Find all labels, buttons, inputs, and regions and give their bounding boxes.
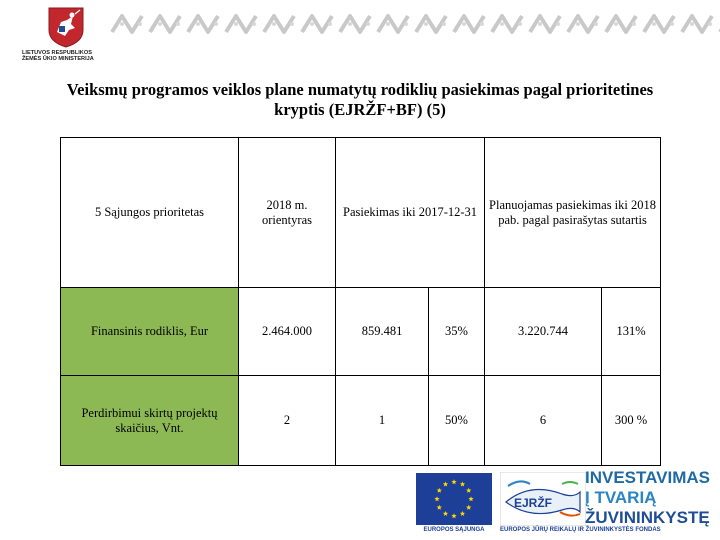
header-planned: Planuojamas pasiekimas iki 2018 pab. pagal pasirašytas sutartis bbox=[485, 138, 661, 288]
cell-achieved: 859.481 bbox=[336, 288, 429, 376]
invest-line-2: Į TVARIĄ bbox=[585, 488, 657, 507]
cell-target: 2 bbox=[239, 376, 336, 466]
investment-logo bbox=[585, 468, 715, 528]
ministry-line-1: LIETUVOS RESPUBLIKOS bbox=[22, 50, 92, 56]
cell-achieved-pct: 35% bbox=[429, 288, 485, 376]
header-priority: 5 Sąjungos prioritetas bbox=[61, 138, 239, 288]
ejrzf-fish-icon bbox=[500, 472, 586, 526]
table-row bbox=[61, 288, 661, 376]
cell-achieved-pct: 50% bbox=[429, 376, 485, 466]
lithuanian-coat-of-arms-icon bbox=[47, 6, 85, 48]
eu-flag-icon bbox=[416, 473, 492, 525]
ministry-line-2: ŽEMĖS ŪKIO MINISTERIJA bbox=[22, 56, 94, 63]
ejrzf-caption: EUROPOS JŪRŲ REIKALŲ IR ŽUVININKYSTĖS FONDAS bbox=[500, 527, 661, 533]
invest-line-3: ŽUVININKYSTĘ bbox=[585, 508, 710, 527]
cell-planned-pct: 131% bbox=[602, 288, 661, 376]
cell-achieved: 1 bbox=[336, 376, 429, 466]
cell-planned: 6 bbox=[485, 376, 602, 466]
eu-caption: EUROPOS SĄJUNGA bbox=[423, 527, 485, 533]
ornament-border bbox=[110, 12, 720, 36]
header-target: 2018 m. orientyras bbox=[239, 138, 336, 288]
ministry-name bbox=[18, 50, 118, 63]
row-label: Perdirbimui skirtų projektų skaičius, Vnt. bbox=[61, 376, 239, 466]
cell-planned: 3.220.744 bbox=[485, 288, 602, 376]
ministry-logo bbox=[18, 6, 118, 68]
invest-line-1: INVESTAVIMAS bbox=[585, 468, 710, 487]
row-label: Finansinis rodiklis, Eur bbox=[61, 288, 239, 376]
ejrzf-logo-text: EJRŽF bbox=[514, 496, 553, 510]
cell-planned-pct: 300 % bbox=[602, 376, 661, 466]
table-header-row bbox=[61, 138, 661, 288]
cell-target: 2.464.000 bbox=[239, 288, 336, 376]
header-achieved: Pasiekimas iki 2017-12-31 bbox=[336, 138, 485, 288]
page-title: Veiksmų programos veiklos plane numatytų rodiklių pasiekimas pagal prioritetines kryptis (EJRŽF+BF) (5) bbox=[66, 80, 654, 119]
indicators-table bbox=[60, 137, 660, 465]
table-row bbox=[61, 376, 661, 466]
